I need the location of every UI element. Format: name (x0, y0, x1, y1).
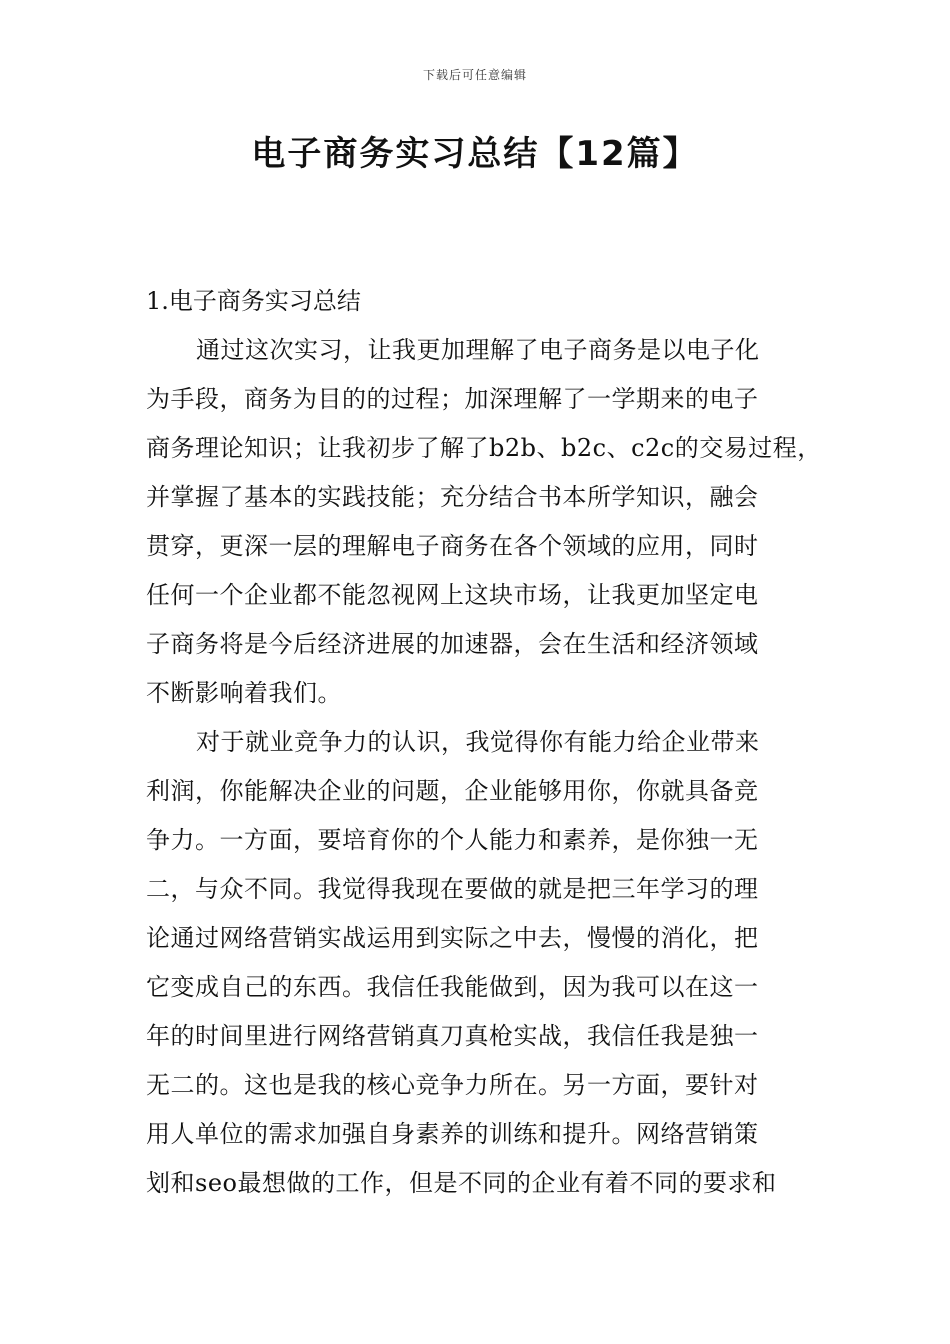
section-heading: 1.电子商务实习总结 (146, 287, 361, 315)
document-title: 电子商务实习总结【12篇】 (251, 134, 699, 174)
paragraph-line: 它变成自己的东西。我信任我能做到，因为我可以在这一 (146, 973, 759, 1001)
paragraph-line: 贯穿，更深一层的理解电子商务在各个领域的应用，同时 (146, 532, 759, 560)
paragraph-line: 对于就业竞争力的认识，我觉得你有能力给企业带来 (196, 728, 760, 756)
paragraph-line: 争力。一方面，要培育你的个人能力和素养，是你独一无 (146, 826, 759, 854)
paragraph-line: 通过这次实习，让我更加理解了电子商务是以电子化 (196, 336, 760, 364)
paragraph-line: 用人单位的需求加强自身素养的训练和提升。网络营销策 (146, 1120, 759, 1148)
paragraph-line: 划和seo最想做的工作，但是不同的企业有着不同的要求和 (146, 1169, 777, 1197)
paragraph-line: 为手段，商务为目的的过程；加深理解了一学期来的电子 (146, 385, 759, 413)
paragraph-line: 子商务将是今后经济进展的加速器，会在生活和经济领域 (146, 630, 759, 658)
paragraph-line: 商务理论知识；让我初步了解了b2b、b2c、c2c的交易过程， (146, 434, 822, 462)
paragraph-1 (146, 326, 822, 718)
paragraph-2 (146, 718, 812, 1208)
paragraph-line: 利润，你能解决企业的问题，企业能够用你，你就具备竞 (146, 777, 759, 805)
paragraph-line: 不断影响着我们。 (146, 679, 342, 707)
paragraph-line: 论通过网络营销实战运用到实际之中去，慢慢的消化，把 (146, 924, 759, 952)
paragraph-line: 任何一个企业都不能忽视网上这块市场，让我更加坚定电 (146, 581, 759, 609)
paragraph-line: 无二的。这也是我的核心竞争力所在。另一方面，要针对 (146, 1071, 759, 1099)
paragraph-line: 年的时间里进行网络营销真刀真枪实战，我信任我是独一 (146, 1022, 759, 1050)
paragraph-line: 二，与众不同。我觉得我现在要做的就是把三年学习的理 (146, 875, 759, 903)
header-note: 下载后可任意编辑 (422, 68, 527, 82)
paragraph-line: 并掌握了基本的实践技能；充分结合书本所学知识，融会 (146, 483, 759, 511)
